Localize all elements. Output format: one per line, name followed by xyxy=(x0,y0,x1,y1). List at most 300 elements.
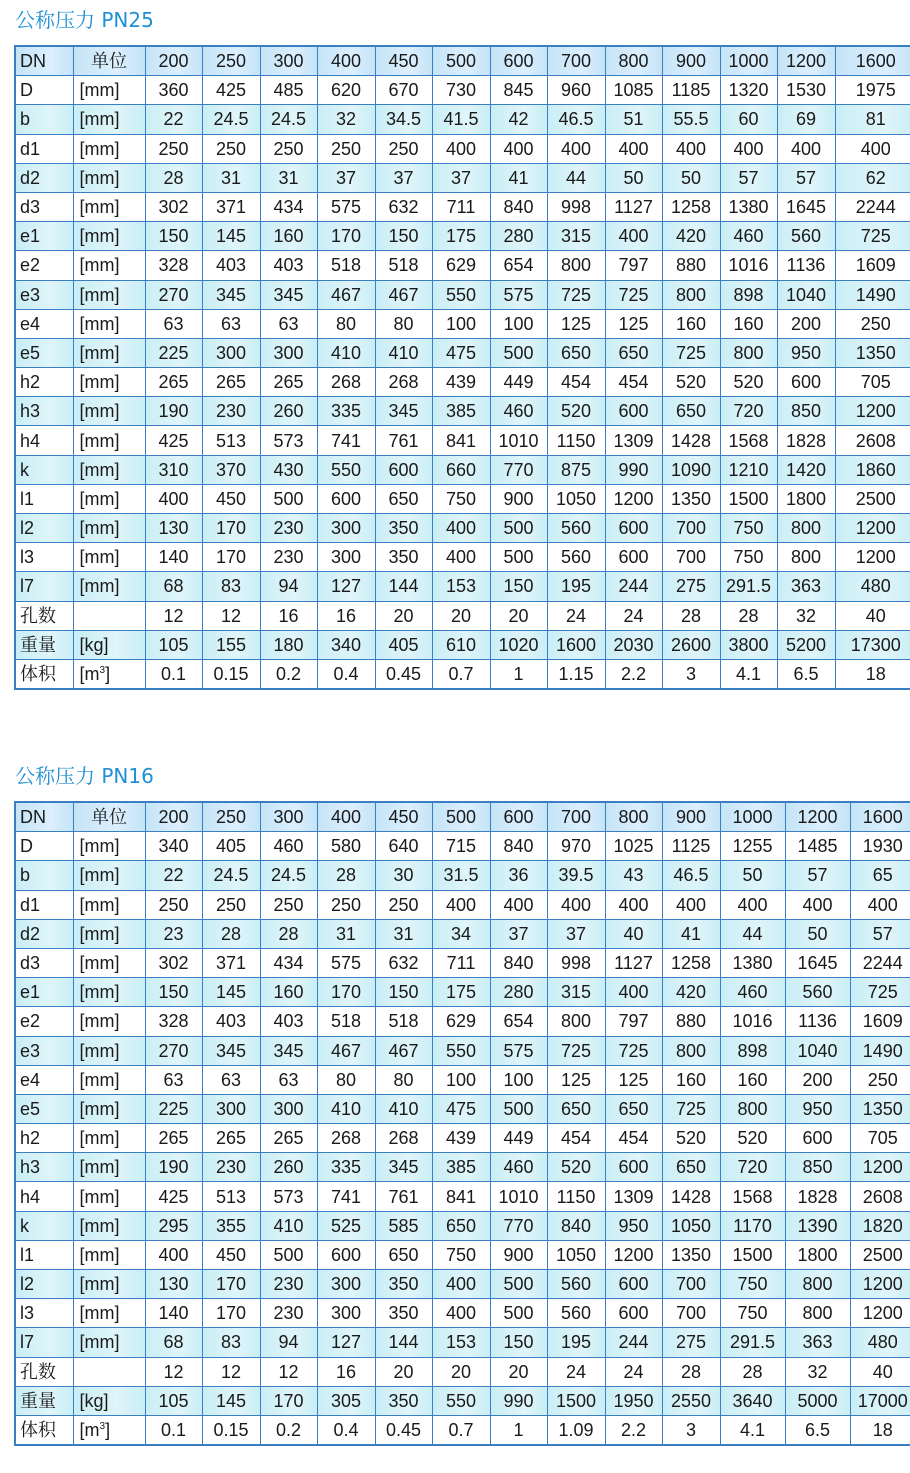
table-cell: 57 xyxy=(777,163,835,192)
table-cell: 467 xyxy=(317,1036,375,1065)
table-cell: 350 xyxy=(375,514,432,543)
header-dn-size: 250 xyxy=(202,46,260,76)
table-cell: 370 xyxy=(202,455,260,484)
table-cell: 585 xyxy=(375,1211,432,1240)
table-cell: 750 xyxy=(432,484,490,513)
table-cell: 18 xyxy=(850,1415,910,1445)
table-cell: 2500 xyxy=(835,484,910,513)
table-cell: 12 xyxy=(260,1357,317,1386)
table-cell: 24 xyxy=(605,601,662,630)
table-cell: 170 xyxy=(202,514,260,543)
table-cell: 850 xyxy=(777,397,835,426)
row-label: 体积 xyxy=(15,1415,73,1445)
table-cell: 520 xyxy=(547,397,605,426)
table-cell: 1258 xyxy=(662,192,720,221)
table-cell: 400 xyxy=(145,484,202,513)
table-header-row xyxy=(15,46,910,76)
table-cell: 1568 xyxy=(720,426,777,455)
table-cell: 80 xyxy=(375,309,432,338)
table-cell: 1200 xyxy=(605,484,662,513)
table-cell: 660 xyxy=(432,455,490,484)
table-cell: 403 xyxy=(260,1007,317,1036)
table-cell: 41 xyxy=(490,163,547,192)
header-dn-size: 250 xyxy=(202,802,260,832)
table-cell: 12 xyxy=(145,601,202,630)
header-dn-size: 600 xyxy=(490,802,547,832)
table-cell: 750 xyxy=(720,543,777,572)
header-unit: 单位 xyxy=(73,46,145,76)
table-cell: 250 xyxy=(202,890,260,919)
table-row xyxy=(15,222,910,251)
table-cell: 990 xyxy=(605,455,662,484)
table-cell: 410 xyxy=(317,338,375,367)
header-dn-size: 400 xyxy=(317,802,375,832)
table-row xyxy=(15,309,910,338)
table-cell: 145 xyxy=(202,978,260,1007)
table-cell: 63 xyxy=(202,309,260,338)
table-cell: 350 xyxy=(375,1299,432,1328)
header-dn-size: 900 xyxy=(662,46,720,76)
table-cell: 600 xyxy=(317,1240,375,1269)
table-cell: 400 xyxy=(490,890,547,919)
table-cell: 2608 xyxy=(850,1182,910,1211)
row-unit: $[m^3]$ xyxy=(73,1415,145,1445)
table-cell: 105 xyxy=(145,630,202,659)
table-cell: 230 xyxy=(260,543,317,572)
table-cell: 1127 xyxy=(605,192,662,221)
table-cell: 315 xyxy=(547,978,605,1007)
row-label: l2 xyxy=(15,1270,73,1299)
table-row xyxy=(15,832,910,861)
table-cell: 385 xyxy=(432,397,490,426)
table-cell: 1645 xyxy=(777,192,835,221)
table-cell: 63 xyxy=(145,1065,202,1094)
header-dn-size: 800 xyxy=(605,46,662,76)
table-cell: 560 xyxy=(547,543,605,572)
table-cell: 145 xyxy=(202,222,260,251)
table-cell: 500 xyxy=(490,514,547,543)
table-cell: 2030 xyxy=(605,630,662,659)
row-label: l2 xyxy=(15,514,73,543)
table-cell: 400 xyxy=(785,890,850,919)
table-cell: 44 xyxy=(547,163,605,192)
table-cell: 1350 xyxy=(662,484,720,513)
header-dn-size: 300 xyxy=(260,46,317,76)
table-cell: 450 xyxy=(202,484,260,513)
table-cell: 654 xyxy=(490,1007,547,1036)
table-cell: 600 xyxy=(777,368,835,397)
table-cell: 1.15 xyxy=(547,659,605,689)
table-cell: 500 xyxy=(490,338,547,367)
table-cell: 741 xyxy=(317,426,375,455)
table-cell: 195 xyxy=(547,1328,605,1357)
table-cell: 350 xyxy=(375,543,432,572)
row-unit: [mm] xyxy=(73,1182,145,1211)
table-cell: 800 xyxy=(785,1270,850,1299)
table-cell: 32 xyxy=(785,1357,850,1386)
table-cell: 0.15 xyxy=(202,1415,260,1445)
table-cell: 350 xyxy=(375,1386,432,1415)
table-cell: 403 xyxy=(202,251,260,280)
table-cell: 20 xyxy=(432,601,490,630)
row-label: h2 xyxy=(15,1124,73,1153)
table-row xyxy=(15,1299,910,1328)
table-cell: 800 xyxy=(662,1036,720,1065)
table-cell: 725 xyxy=(547,280,605,309)
table-cell: 425 xyxy=(145,1182,202,1211)
table-cell: 518 xyxy=(375,1007,432,1036)
table-cell: 20 xyxy=(375,1357,432,1386)
table-cell: 475 xyxy=(432,338,490,367)
table-cell: 1200 xyxy=(850,1153,910,1182)
table-row xyxy=(15,1153,910,1182)
table-row xyxy=(15,978,910,1007)
table-row xyxy=(15,948,910,977)
table-cell: 841 xyxy=(432,1182,490,1211)
table-cell: 640 xyxy=(375,832,432,861)
table-cell: 1185 xyxy=(662,76,720,105)
table-cell: 1309 xyxy=(605,1182,662,1211)
table-cell: 400 xyxy=(547,890,605,919)
table-cell: 750 xyxy=(720,514,777,543)
table-cell: 260 xyxy=(260,1153,317,1182)
table-cell: 0.1 xyxy=(145,659,202,689)
table-row xyxy=(15,1270,910,1299)
row-label: 孔数 xyxy=(15,601,73,630)
table-cell: 434 xyxy=(260,948,317,977)
table-cell: 400 xyxy=(777,134,835,163)
row-unit: [mm] xyxy=(73,426,145,455)
table-cell: 400 xyxy=(432,1299,490,1328)
table-cell: 898 xyxy=(720,280,777,309)
table-cell: 500 xyxy=(490,1299,547,1328)
table-cell: 2500 xyxy=(850,1240,910,1269)
table-cell: 950 xyxy=(785,1094,850,1123)
row-unit: [mm] xyxy=(73,978,145,1007)
table-cell: 425 xyxy=(145,426,202,455)
table-cell: 150 xyxy=(145,222,202,251)
table-cell: 315 xyxy=(547,222,605,251)
table-cell: 94 xyxy=(260,572,317,601)
table-cell: 410 xyxy=(375,338,432,367)
table-cell: 125 xyxy=(547,309,605,338)
table-cell: 500 xyxy=(260,484,317,513)
table-cell: 230 xyxy=(202,397,260,426)
table-cell: 454 xyxy=(547,1124,605,1153)
table-cell: 1200 xyxy=(835,543,910,572)
table-cell: 63 xyxy=(145,309,202,338)
table-cell: 244 xyxy=(605,572,662,601)
table-cell: 1380 xyxy=(720,192,777,221)
row-label: d3 xyxy=(15,948,73,977)
table-row xyxy=(15,1124,910,1153)
row-unit: [mm] xyxy=(73,192,145,221)
table-row xyxy=(15,572,910,601)
table-cell: 650 xyxy=(605,1094,662,1123)
table-cell: 42 xyxy=(490,105,547,134)
table-cell: 230 xyxy=(260,1270,317,1299)
table-cell: 600 xyxy=(317,484,375,513)
table-cell: 24.5 xyxy=(202,861,260,890)
row-unit: [mm] xyxy=(73,368,145,397)
table-cell: 513 xyxy=(202,1182,260,1211)
table-cell: 80 xyxy=(317,1065,375,1094)
table-cell: 43 xyxy=(605,861,662,890)
table-cell: 800 xyxy=(777,543,835,572)
table-cell: 410 xyxy=(260,1211,317,1240)
table-cell: 100 xyxy=(432,309,490,338)
table-cell: 34.5 xyxy=(375,105,432,134)
table-cell: 560 xyxy=(777,222,835,251)
table-cell: 1016 xyxy=(720,251,777,280)
table-cell: 145 xyxy=(202,1386,260,1415)
table-row xyxy=(15,192,910,221)
table-cell: 190 xyxy=(145,1153,202,1182)
table-cell: 24.5 xyxy=(260,861,317,890)
table-cell: 550 xyxy=(432,280,490,309)
table-cell: 31 xyxy=(260,163,317,192)
row-label: d2 xyxy=(15,919,73,948)
table-cell: 700 xyxy=(662,1270,720,1299)
table-cell: 140 xyxy=(145,1299,202,1328)
table-cell: 449 xyxy=(490,1124,547,1153)
table-cell: 18 xyxy=(835,659,910,689)
table-cell: 400 xyxy=(662,890,720,919)
table-cell: 960 xyxy=(547,76,605,105)
header-dn-size: 1200 xyxy=(777,46,835,76)
table-cell: 550 xyxy=(317,455,375,484)
header-dn-size: 400 xyxy=(317,46,375,76)
table-cell: 30 xyxy=(375,861,432,890)
table-cell: 761 xyxy=(375,426,432,455)
table-cell: 725 xyxy=(662,338,720,367)
table-cell: 17300 xyxy=(835,630,910,659)
table-cell: 265 xyxy=(202,368,260,397)
table-cell: 170 xyxy=(317,222,375,251)
row-label: d1 xyxy=(15,890,73,919)
table-cell: 1568 xyxy=(720,1182,785,1211)
table-cell: 100 xyxy=(490,1065,547,1094)
header-dn-size: 200 xyxy=(145,46,202,76)
table-cell: 250 xyxy=(835,309,910,338)
table-row xyxy=(15,484,910,513)
table-cell: 705 xyxy=(835,368,910,397)
table-cell: 400 xyxy=(835,134,910,163)
row-unit: [mm] xyxy=(73,1036,145,1065)
table-cell: 28 xyxy=(720,1357,785,1386)
table-cell: 460 xyxy=(720,978,785,1007)
table-cell: 4.1 xyxy=(720,1415,785,1445)
table-cell: 434 xyxy=(260,192,317,221)
table-cell: 654 xyxy=(490,251,547,280)
table-cell: 460 xyxy=(490,1153,547,1182)
table-cell: 63 xyxy=(202,1065,260,1094)
table-cell: 400 xyxy=(432,543,490,572)
row-unit: [mm] xyxy=(73,105,145,134)
table-cell: 600 xyxy=(605,543,662,572)
table-cell: 1350 xyxy=(662,1240,720,1269)
table-cell: 345 xyxy=(260,1036,317,1065)
table-cell: 230 xyxy=(202,1153,260,1182)
table-cell: 454 xyxy=(605,368,662,397)
table-cell: 410 xyxy=(375,1094,432,1123)
table-cell: 400 xyxy=(605,890,662,919)
table-cell: 345 xyxy=(202,280,260,309)
table-cell: 705 xyxy=(850,1124,910,1153)
table-cell: 0.7 xyxy=(432,1415,490,1445)
table-cell: 40 xyxy=(835,601,910,630)
table-cell: 170 xyxy=(202,543,260,572)
header-dn-size: 1000 xyxy=(720,46,777,76)
spec-table-pn16 xyxy=(14,801,910,1446)
row-label: e4 xyxy=(15,1065,73,1094)
table-cell: 363 xyxy=(785,1328,850,1357)
table-cell: 83 xyxy=(202,572,260,601)
table-cell: 50 xyxy=(720,861,785,890)
table-cell: 560 xyxy=(547,1299,605,1328)
header-dn-size: 200 xyxy=(145,802,202,832)
table-cell: 1085 xyxy=(605,76,662,105)
row-label: l3 xyxy=(15,1299,73,1328)
table-cell: 3800 xyxy=(720,630,777,659)
table-cell: 55.5 xyxy=(662,105,720,134)
header-dn-size: 450 xyxy=(375,802,432,832)
table-cell: 6.5 xyxy=(785,1415,850,1445)
table-cell: 650 xyxy=(375,1240,432,1269)
table-cell: 800 xyxy=(777,514,835,543)
table-cell: 520 xyxy=(662,368,720,397)
table-cell: 39.5 xyxy=(547,861,605,890)
table-cell: 500 xyxy=(490,543,547,572)
row-label: k xyxy=(15,1211,73,1240)
table-cell: 711 xyxy=(432,948,490,977)
table-cell: 1500 xyxy=(547,1386,605,1415)
table-cell: 328 xyxy=(145,251,202,280)
table-cell: 1025 xyxy=(605,832,662,861)
table-cell: 1609 xyxy=(835,251,910,280)
table-cell: 405 xyxy=(375,630,432,659)
table-cell: 244 xyxy=(605,1328,662,1357)
table-cell: 449 xyxy=(490,368,547,397)
header-dn-size: 500 xyxy=(432,802,490,832)
header-dn-size: 1200 xyxy=(785,802,850,832)
table-cell: 650 xyxy=(662,397,720,426)
table-cell: 1050 xyxy=(662,1211,720,1240)
table-cell: 12 xyxy=(145,1357,202,1386)
table-row xyxy=(15,455,910,484)
table-row xyxy=(15,251,910,280)
table-cell: 360 xyxy=(145,76,202,105)
table-cell: 160 xyxy=(260,978,317,1007)
table-cell: 575 xyxy=(317,948,375,977)
table-cell: 22 xyxy=(145,105,202,134)
row-label: h3 xyxy=(15,1153,73,1182)
table-cell: 797 xyxy=(605,1007,662,1036)
row-unit: [mm] xyxy=(73,338,145,367)
table-cell: 520 xyxy=(662,1124,720,1153)
table-cell: 80 xyxy=(375,1065,432,1094)
table-cell: 480 xyxy=(850,1328,910,1357)
table-cell: 127 xyxy=(317,1328,375,1357)
table-cell: 150 xyxy=(375,978,432,1007)
table-cell: 300 xyxy=(202,1094,260,1123)
row-label: d2 xyxy=(15,163,73,192)
table-cell: 898 xyxy=(720,1036,785,1065)
table-cell: 310 xyxy=(145,455,202,484)
table-cell: 265 xyxy=(202,1124,260,1153)
table-cell: 3640 xyxy=(720,1386,785,1415)
table-cell: 600 xyxy=(785,1124,850,1153)
row-unit: [mm] xyxy=(73,832,145,861)
table-cell: 573 xyxy=(260,1182,317,1211)
row-unit: [kg] xyxy=(73,1386,145,1415)
table-cell: 250 xyxy=(375,890,432,919)
row-label: e5 xyxy=(15,1094,73,1123)
table-cell: 610 xyxy=(432,630,490,659)
table-cell: 1210 xyxy=(720,455,777,484)
table-cell: 1428 xyxy=(662,1182,720,1211)
table-cell: 1485 xyxy=(785,832,850,861)
table-cell: 840 xyxy=(490,832,547,861)
table-cell: 400 xyxy=(850,890,910,919)
header-dn-size: 450 xyxy=(375,46,432,76)
table-cell: 750 xyxy=(720,1270,785,1299)
table-cell: 0.2 xyxy=(260,659,317,689)
table-cell: 600 xyxy=(375,455,432,484)
table-row xyxy=(15,1036,910,1065)
table-row xyxy=(15,1065,910,1094)
table-cell: 439 xyxy=(432,1124,490,1153)
table-cell: 518 xyxy=(317,251,375,280)
table-row xyxy=(15,630,910,659)
table-row xyxy=(15,543,910,572)
header-dn-size: 700 xyxy=(547,802,605,832)
table-cell: 430 xyxy=(260,455,317,484)
table-cell: 405 xyxy=(202,832,260,861)
table-cell: 160 xyxy=(260,222,317,251)
table-cell: 0.4 xyxy=(317,1415,375,1445)
table-cell: 62 xyxy=(835,163,910,192)
table-cell: 200 xyxy=(785,1065,850,1094)
table-cell: 230 xyxy=(260,1299,317,1328)
table-cell: 400 xyxy=(547,134,605,163)
table-cell: 1200 xyxy=(605,1240,662,1269)
table-cell: 600 xyxy=(605,1299,662,1328)
table-cell: 560 xyxy=(547,1270,605,1299)
table-cell: 1645 xyxy=(785,948,850,977)
table-cell: 22 xyxy=(145,861,202,890)
table-cell: 1136 xyxy=(785,1007,850,1036)
table-row xyxy=(15,426,910,455)
header-dn-size: 700 xyxy=(547,46,605,76)
table-cell: 37 xyxy=(432,163,490,192)
row-label: e3 xyxy=(15,1036,73,1065)
table-cell: 69 xyxy=(777,105,835,134)
table-cell: 300 xyxy=(317,514,375,543)
table-cell: 24 xyxy=(547,601,605,630)
section-title-pn16: 公称压力 PN16 xyxy=(15,764,154,788)
table-cell: 250 xyxy=(145,890,202,919)
table-cell: 385 xyxy=(432,1153,490,1182)
header-dn-size: 500 xyxy=(432,46,490,76)
table-cell: 1390 xyxy=(785,1211,850,1240)
table-cell: 950 xyxy=(777,338,835,367)
table-cell: 265 xyxy=(145,1124,202,1153)
table-cell: 575 xyxy=(490,280,547,309)
table-cell: 36 xyxy=(490,861,547,890)
table-cell: 575 xyxy=(490,1036,547,1065)
table-cell: 650 xyxy=(605,338,662,367)
